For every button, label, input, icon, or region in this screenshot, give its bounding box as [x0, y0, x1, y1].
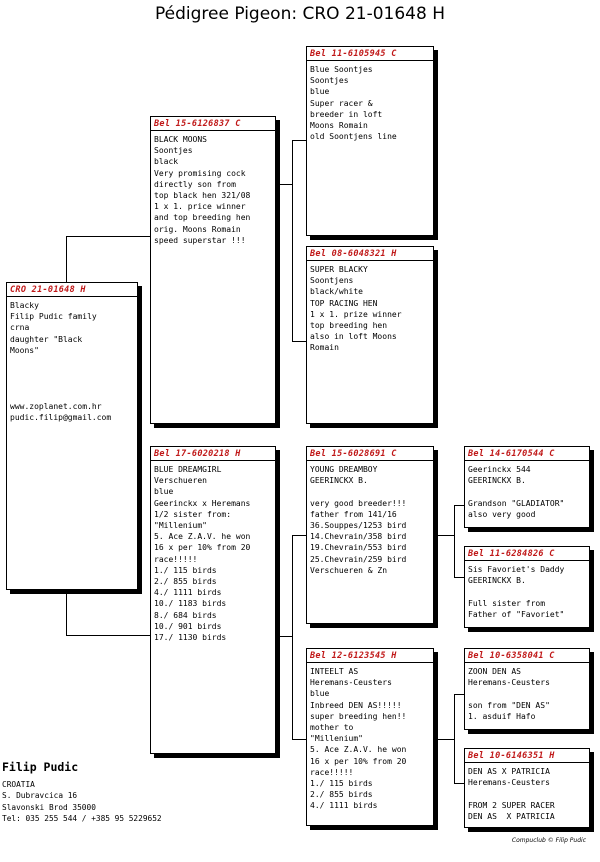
pigeon-details: Geerinckx 544 GEERINCKX B. Grandson "GLADIATOR" also very good [468, 465, 565, 519]
pigeon-card-sire-sire [306, 46, 434, 236]
pigeon-details: BLACK MOONS Soontjes black Very promising cock directly son from top black hen 321/08 1 x 1. price winner and top breeding hen orig. Moons Romain speed superstar !!! [154, 135, 251, 245]
pigeon-details: INTEELT AS Heremans-Ceusters blue Inbreed DEN AS!!!!! super breeding hen!! mother to "Millenium" 5. Ace Z.A.V. he won 16 x per 10% from 20 race!!!!! 1./ 115 birds 2./ 855 birds 4./ 1111 birds [310, 667, 407, 811]
pigeon-card-dam-dam-sire [464, 648, 590, 730]
connector-line [292, 140, 293, 342]
pigeon-card-dam-sire [306, 446, 434, 624]
connector-line [66, 236, 150, 237]
connector-line [292, 341, 306, 342]
owner-phone: Tel: 035 255 544 / +385 95 5229652 [2, 813, 162, 823]
connector-line [454, 505, 455, 578]
pigeon-card-sire-dam [306, 246, 434, 424]
pigeon-details: SUPER BLACKY Soontjens black/white TOP RACING HEN 1 x 1. prize winner top breeding hen also in loft Moons Romain [310, 265, 402, 353]
connector-line [454, 577, 464, 578]
pigeon-details: Sis Favoriet's Daddy GEERINCKX B. Full sister from Father of "Favoriet" [468, 565, 565, 619]
pigeon-card-dam [150, 446, 276, 754]
pigeon-card-subject [6, 282, 138, 590]
owner-street: S. Dubravcica 16 [2, 791, 78, 801]
ring-number: Bel 15-6126837 C [151, 117, 275, 131]
connector-line [276, 636, 292, 637]
connector-line [276, 184, 292, 185]
connector-line [454, 783, 464, 784]
ring-number: Bel 11-6105945 C [307, 47, 433, 61]
connector-line [454, 505, 464, 506]
owner-city: Slavonski Brod 35000 [2, 802, 96, 812]
ring-number: Bel 12-6123545 H [307, 649, 433, 663]
pigeon-details: Blacky Filip Pudic family crna daughter "Black Moons" www.zoplanet.com.hr pudic.filip@gmail.com [10, 301, 112, 423]
pigeon-card-dam-dam [306, 648, 434, 826]
pigeon-details: BLUE DREAMGIRL Verschueren blue Geerinckx x Heremans 1/2 sister from: "Millenium" 5. Ace Z.A.V. he won 16 x per 10% from 20 race!!!!! 1./ 115 birds 2./ 855 birds 4./ 1111 birds 10./ 1183 birds 8./ 684 birds 10./ 901 birds 17./ 1130 birds [154, 465, 251, 643]
ring-number: Bel 17-6020218 H [151, 447, 275, 461]
connector-line [454, 694, 464, 695]
pigeon-details: Blue Soontjes Soontjes blue Super racer & breeder in loft Moons Romain old Soontjens line [310, 65, 397, 142]
connector-line [66, 635, 150, 636]
owner-name: Filip Pudic [2, 760, 79, 774]
page-title: Pédigree Pigeon: CRO 21-01648 H [154, 4, 445, 24]
owner-country: CROATIA [2, 780, 35, 789]
connector-line [66, 236, 67, 282]
ring-number: Bel 10-6358041 C [465, 649, 589, 663]
connector-line [292, 535, 293, 740]
footer-credit: Compuclub © Filip Pudic [511, 837, 586, 844]
pigeon-details: YOUNG DREAMBOY GEERINCKX B. very good breeder!!! father from 141/16 36.Souppes/1253 bird 14.Chevrain/358 bird 19.Chevrain/553 bird 25.Chevrain/259 bird Verschueren & Zn [310, 465, 407, 575]
connector-line [454, 694, 455, 784]
ring-number: Bel 14-6170544 C [465, 447, 589, 461]
connector-line [292, 140, 306, 141]
ring-number: Bel 11-6284826 C [465, 547, 589, 561]
ring-number: Bel 08-6048321 H [307, 247, 433, 261]
connector-line [66, 590, 67, 635]
ring-number: Bel 15-6028691 C [307, 447, 433, 461]
pigeon-card-sire [150, 116, 276, 424]
pigeon-card-dam-sire-dam [464, 546, 590, 628]
owner-address [2, 779, 162, 824]
pigeon-card-dam-sire-sire [464, 446, 590, 528]
connector-line [292, 739, 306, 740]
connector-line [434, 535, 454, 536]
pigeon-card-dam-dam-dam [464, 748, 590, 828]
pigeon-details: ZOON DEN AS Heremans-Ceusters son from "DEN AS" 1. asduif Hafo [468, 667, 550, 721]
ring-number: CRO 21-01648 H [7, 283, 137, 297]
connector-line [292, 535, 306, 536]
ring-number: Bel 10-6146351 H [465, 749, 589, 763]
pigeon-details: DEN AS X PATRICIA Heremans-Ceusters FROM 2 SUPER RACER DEN AS X PATRICIA [468, 767, 555, 821]
connector-line [434, 739, 454, 740]
